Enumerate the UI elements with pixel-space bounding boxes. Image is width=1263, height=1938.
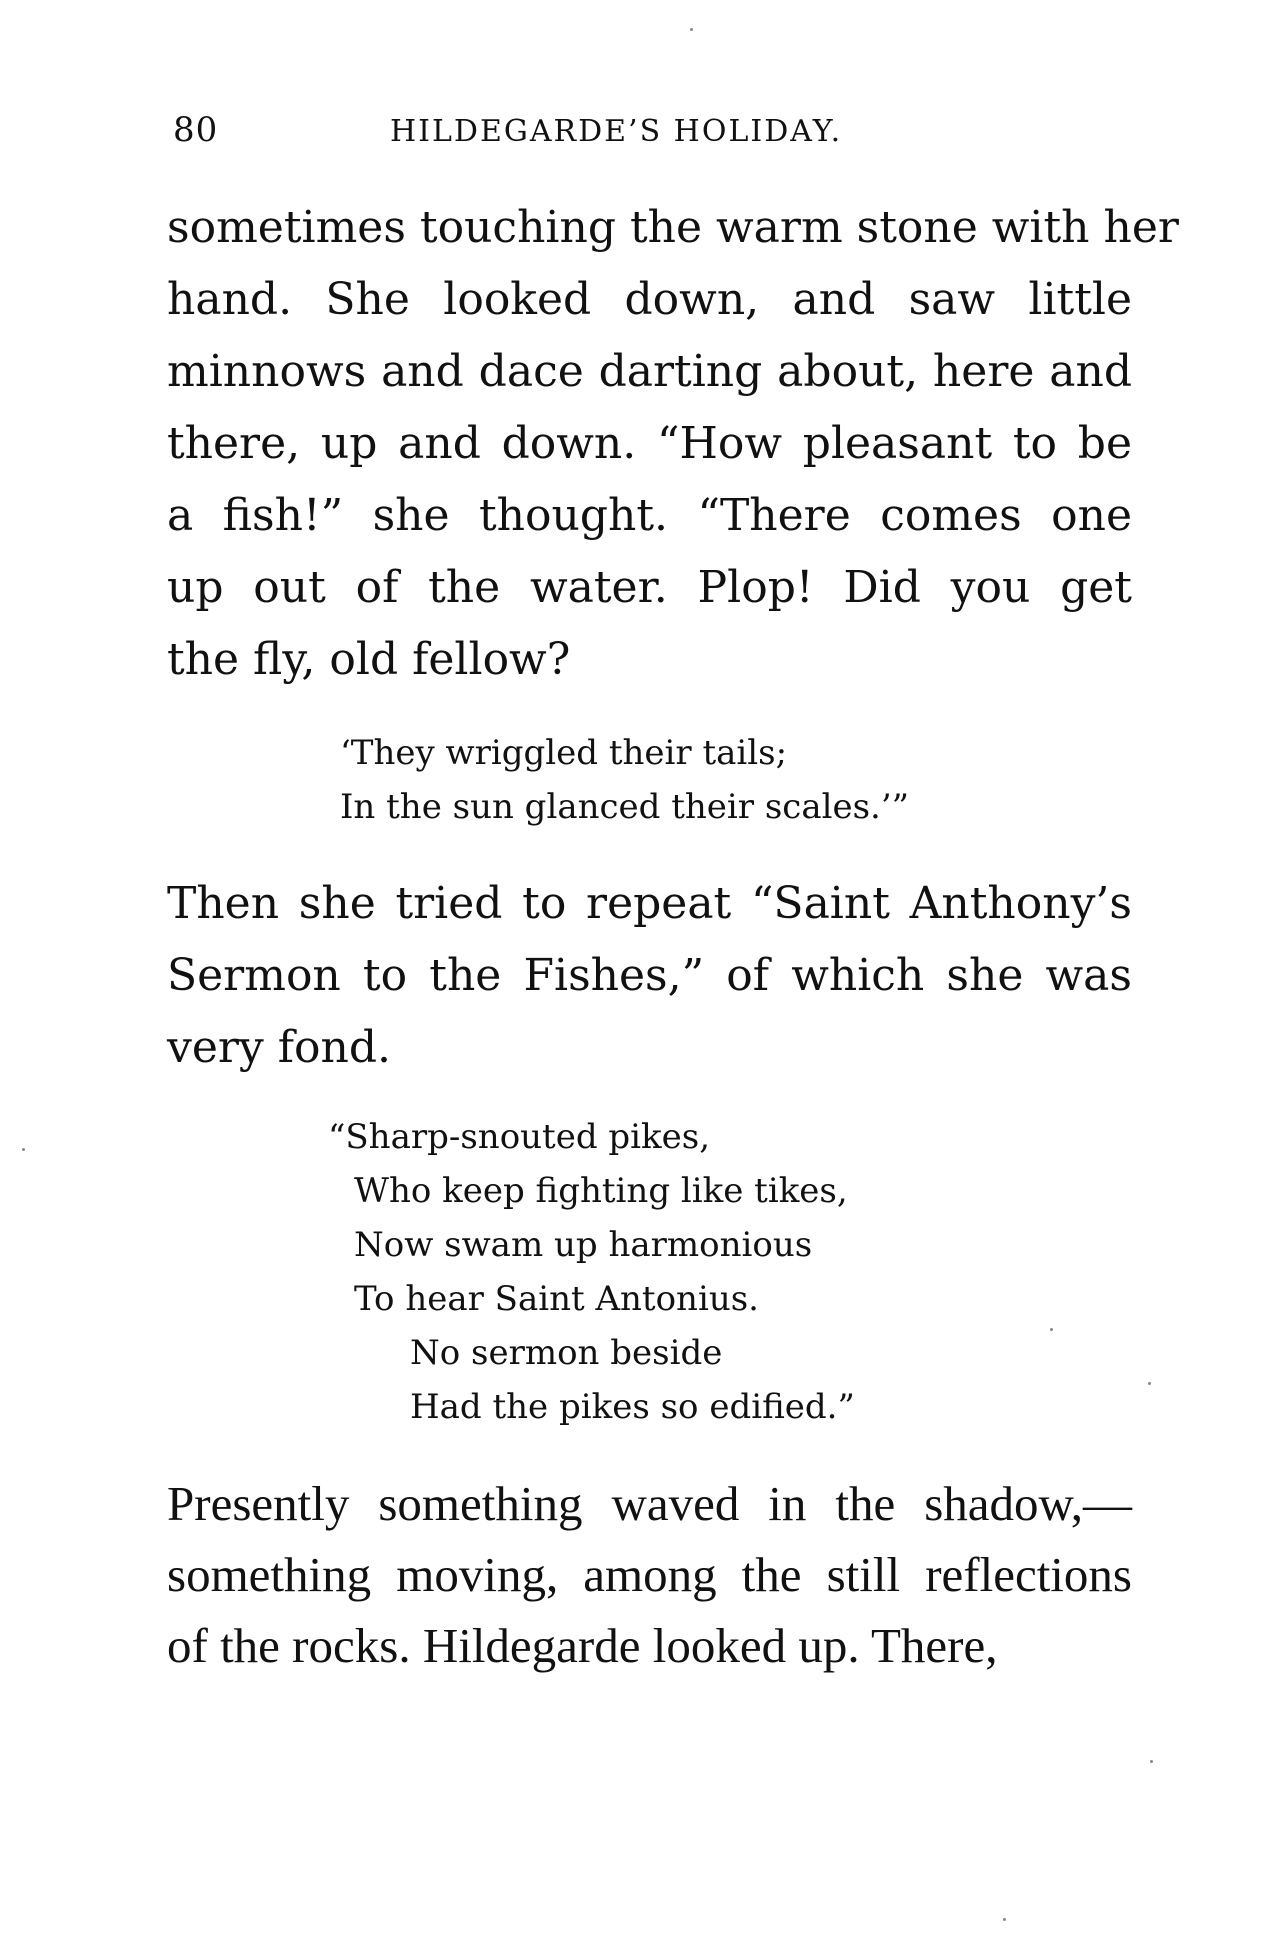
paragraph-line: the fly, old fellow? [167,634,571,685]
paragraph-line: sometimes touching the warm stone with her [167,202,1179,253]
verse-line: No sermon beside [410,1333,723,1373]
book-title: HILDEGARDE’S HOLIDAY. [390,114,843,149]
paragraph-line: Then she tried to repeat “Saint Anthony’s [167,878,1132,929]
verse-line: ‘They wriggled their tails; [340,733,788,773]
paragraph-2 [167,868,1132,1084]
paragraph-3 [167,1468,1132,1681]
paragraph-line: Sermon to the Fishes,” of which she was [167,950,1132,1001]
paragraph-line: of the rocks. Hildegarde looked up. There, [167,1618,998,1673]
paragraph-line: there, up and down. “How pleasant to be [167,418,1132,469]
verse-line: Who keep fighting like tikes, [354,1171,848,1211]
verse-line: To hear Saint Antonius. [354,1279,759,1319]
verse-line: Had the pikes so edified.” [410,1387,855,1427]
paragraph-line: hand. She looked down, and saw little [167,274,1132,325]
verse-sermon [328,1110,855,1434]
page-number: 80 [173,110,219,150]
paper-speck [1150,1760,1153,1763]
paragraph-line: minnows and dace darting about, here and [167,346,1132,397]
running-head [173,110,1133,160]
paragraph-line: up out of the water. Plop! Did you get [167,562,1132,613]
verse-line: Now swam up harmonious [354,1225,813,1265]
verse-line: In the sun glanced their scales.’” [340,787,910,827]
paragraph-line: Presently something waved in the shadow,— [167,1476,1132,1531]
paper-speck [1003,1918,1006,1921]
paper-speck [22,1148,25,1151]
paragraph-line: a fish!” she thought. “There comes one [167,490,1132,541]
paper-speck [1148,1382,1151,1385]
paper-speck [1050,1328,1053,1331]
paper-speck [690,28,693,31]
verse-line: “Sharp-snouted pikes, [328,1117,711,1157]
verse-tails [340,726,909,834]
paragraph-line: very fond. [167,1022,392,1073]
paragraph-line: something moving, among the still reflections [167,1547,1132,1602]
paragraph-1 [167,192,1179,696]
